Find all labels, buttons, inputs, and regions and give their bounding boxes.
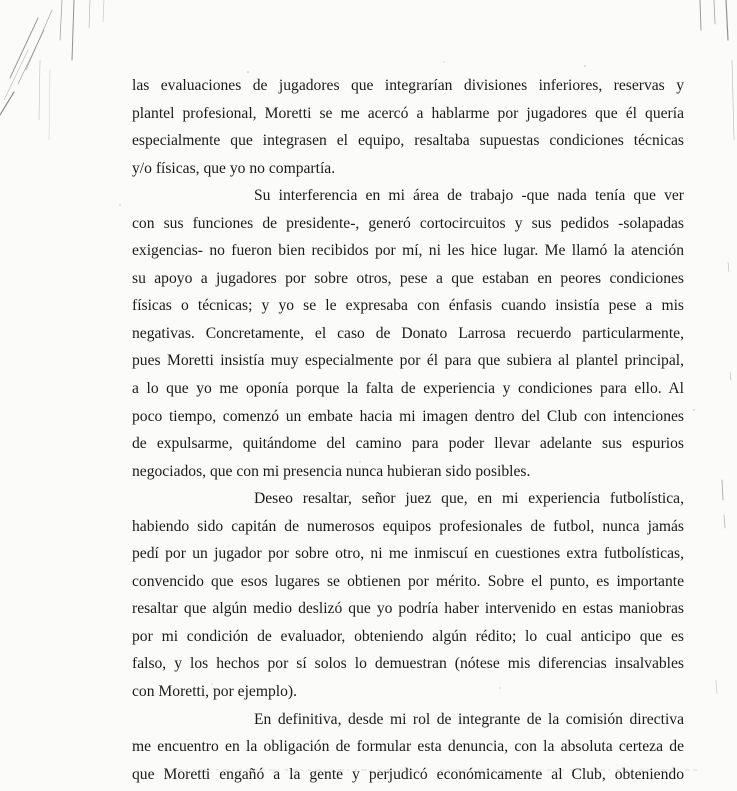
text-line: y/o físicas, que yo no compartía. — [132, 159, 336, 177]
text-line: con Moretti, por ejemplo). — [132, 683, 297, 701]
body-text — [132, 72, 684, 788]
text-line: pedí por un jugador por sobre otro, ni me inmiscuí en cuestiones extra futbolísticas, — [132, 545, 684, 563]
text-line: convencido que esos lugares se obtienen por mérito. Sobre el punto, es importante — [132, 572, 684, 590]
text-line: Deseo resaltar, señor juez que, en mi experiencia futbolística, — [254, 490, 684, 508]
text-line: pues Moretti insistía muy especialmente por él para que subiera al plantel principal, — [132, 352, 684, 370]
text-line: las evaluaciones de jugadores que integrarían divisiones inferiores, reservas y — [132, 77, 684, 94]
text-line: Su interferencia en mi área de trabajo -que nada tenía que ver — [254, 187, 684, 205]
text-line: a lo que yo me oponía porque la falta de experiencia y condiciones para ello. Al — [132, 380, 684, 398]
text-line: de expulsarme, quitándome del camino para poder llevar adelante sus espurios — [132, 435, 684, 453]
text-line: negativas. Concretamente, el caso de Donato Larrosa recuerdo particularmente, — [132, 324, 684, 342]
text-line: plantel profesional, Moretti se me acercó a hablarme por jugadores que él quería — [132, 104, 684, 122]
text-line: su apoyo a jugadores por sobre otros, pese a que estaban en peores condiciones — [132, 269, 684, 287]
text-line: con sus funciones de presidente-, generó cortocircuitos y sus pedidos -solapadas — [132, 214, 684, 232]
text-line: poco tiempo, comenzó un embate hacia mi imagen dentro del Club con intenciones — [132, 407, 684, 425]
text-line: por mi condición de evaluador, obteniendo algún rédito; lo cual anticipo que es — [132, 627, 684, 645]
text-line: negociados, que con mi presencia nunca hubieran sido posibles. — [132, 462, 531, 480]
text-line: especialmente que integrasen el equipo, resaltaba supuestas condiciones técnicas — [132, 132, 684, 150]
text-line: que Moretti engañó a la gente y perjudicó económicamente al Club, obteniendo — [132, 765, 684, 783]
text-line: físicas o técnicas; y yo se le expresaba con énfasis cuando insistía pese a mis — [132, 297, 684, 315]
text-line: exigencias- no fueron bien recibidos por mí, ni les hice lugar. Me llamó la atención — [132, 242, 684, 260]
text-line: habiendo sido capitán de numerosos equipos profesionales de futbol, nunca jamás — [132, 517, 684, 535]
text-line: En definitiva, desde mi rol de integrante de la comisión directiva — [254, 710, 684, 728]
text-line: resaltar que algún medio deslizó que yo podría haber intervenido en estas maniobras — [132, 600, 684, 618]
text-line: me encuentro en la obligación de formular esta denuncia, con la absoluta certeza de — [132, 738, 684, 756]
text-line: falso, y los hechos por sí solos lo demuestran (nótese mis diferencias insalvables — [132, 655, 684, 673]
